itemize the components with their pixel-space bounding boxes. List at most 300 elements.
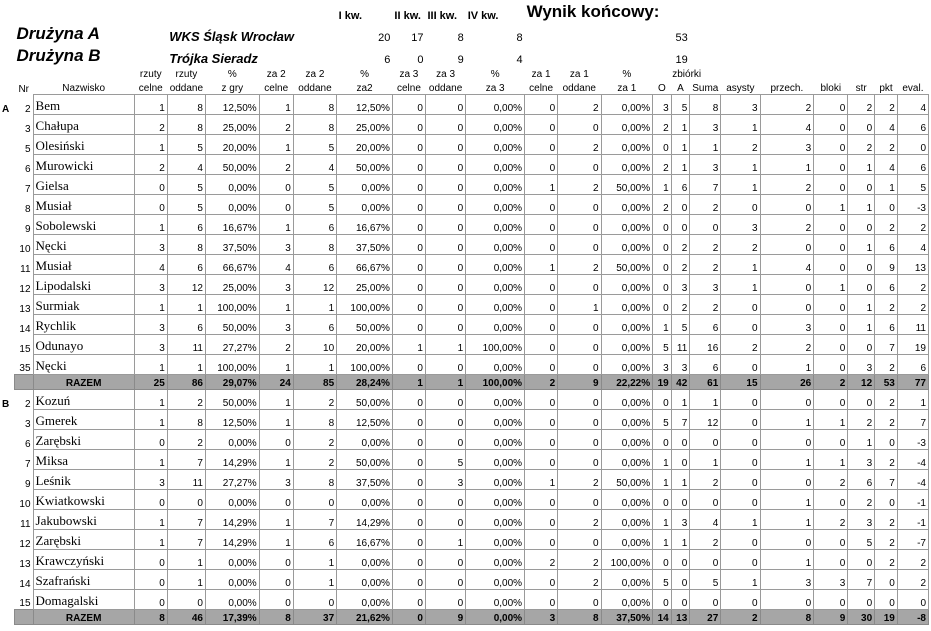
team-a-q3: 8 [457, 32, 464, 44]
table-cell: 0 [425, 295, 465, 315]
player-name: Gmerek [33, 410, 134, 430]
table-cell: 3 [425, 470, 465, 490]
table-cell: 2 [875, 550, 898, 570]
table-cell: 11 [671, 335, 690, 355]
team-a-q4: 8 [516, 32, 523, 44]
table-cell: 5 [167, 175, 205, 195]
table-cell: 0,00% [466, 490, 525, 510]
player-number: 7 [14, 450, 33, 470]
player-number: 2 [14, 390, 33, 410]
table-cell: 2 [690, 295, 721, 315]
table-cell: 1 [653, 175, 672, 195]
table-cell: 3 [134, 335, 167, 355]
player-name: Zarębski [33, 530, 134, 550]
table-cell: 12,50% [205, 95, 259, 115]
table-cell: 0 [690, 550, 721, 570]
table-cell: 0,00% [601, 275, 653, 295]
table-cell: 0 [134, 430, 167, 450]
table-cell: 1 [134, 135, 167, 155]
table-cell: 0 [558, 410, 601, 430]
section-label: A [2, 103, 10, 115]
table-cell: 2 [134, 115, 167, 135]
total-cell: 2 [525, 375, 558, 390]
table-cell: 6 [293, 255, 336, 275]
table-cell: 1 [848, 195, 875, 215]
table-cell: 1 [525, 470, 558, 490]
table-cell: 8 [167, 235, 205, 255]
col-header: z gry [221, 83, 244, 94]
table-cell: 0 [814, 295, 848, 315]
table-cell: 0,00% [205, 195, 259, 215]
table-cell: 6 [875, 275, 898, 295]
table-cell: 4 [875, 155, 898, 175]
total-cell: 25 [134, 375, 167, 390]
table-cell: 1 [721, 155, 760, 175]
table-cell: 13 [897, 255, 928, 275]
table-cell: 8 [293, 235, 336, 255]
total-spacer [14, 375, 33, 390]
table-cell: 25,00% [205, 275, 259, 295]
table-cell: 11 [167, 335, 205, 355]
table-cell: 0 [814, 255, 848, 275]
table-cell: 2 [848, 95, 875, 115]
table-cell: 0 [558, 235, 601, 255]
table-cell: 1 [134, 390, 167, 410]
table-cell: 0 [134, 490, 167, 510]
player-name: Murowicki [33, 155, 134, 175]
table-cell: 0 [814, 235, 848, 255]
player-name: Szafrański [33, 570, 134, 590]
table-cell: 2 [875, 355, 898, 375]
team-a-q2: 17 [411, 32, 424, 44]
table-cell: 0 [814, 315, 848, 335]
table-cell: 3 [134, 315, 167, 335]
table-cell: 1 [167, 295, 205, 315]
table-cell: 0,00% [601, 570, 653, 590]
table-cell: 6 [875, 315, 898, 335]
table-cell: 0 [671, 195, 690, 215]
table-cell: 0 [653, 550, 672, 570]
table-cell: 3 [814, 570, 848, 590]
table-cell: 8 [167, 410, 205, 430]
table-cell: 27,27% [205, 335, 259, 355]
table-cell: 2 [690, 235, 721, 255]
table-cell: 0,00% [205, 490, 259, 510]
table-cell: 0 [392, 550, 425, 570]
total-cell: 24 [259, 375, 293, 390]
col-header: % [360, 69, 369, 80]
table-cell: 0 [558, 115, 601, 135]
table-cell: 1 [760, 510, 814, 530]
table-cell: 1 [259, 530, 293, 550]
table-cell: 2 [897, 275, 928, 295]
team-b-label: Drużyna B [16, 46, 101, 65]
total-cell: 37,50% [601, 610, 653, 625]
table-row [0, 315, 929, 335]
total-cell: 86 [167, 375, 205, 390]
table-cell: 2 [690, 195, 721, 215]
table-cell: 0,00% [337, 590, 393, 610]
table-cell: 4 [259, 255, 293, 275]
table-row [0, 490, 929, 510]
table-cell: 66,67% [205, 255, 259, 275]
table-cell: 0 [814, 490, 848, 510]
total-cell: 1 [425, 375, 465, 390]
table-cell: 0 [721, 315, 760, 335]
table-cell: 1 [134, 295, 167, 315]
table-cell: 0 [671, 450, 690, 470]
col-header: Nazwisko [62, 83, 106, 94]
table-cell: 0 [721, 550, 760, 570]
player-number: 14 [14, 315, 33, 335]
table-cell: 0 [721, 590, 760, 610]
table-cell: 4 [690, 510, 721, 530]
team-b-q3: 9 [457, 54, 464, 66]
table-cell: 8 [690, 95, 721, 115]
table-cell: 1 [875, 175, 898, 195]
section-label [0, 375, 14, 390]
table-cell: 2 [897, 570, 928, 590]
table-cell: 0 [525, 115, 558, 135]
table-cell: 50,00% [205, 390, 259, 410]
total-cell: 85 [293, 375, 336, 390]
table-cell: 6 [671, 175, 690, 195]
player-number: 9 [14, 215, 33, 235]
player-number: 13 [14, 550, 33, 570]
table-cell: 0,00% [205, 550, 259, 570]
table-cell: 8 [293, 470, 336, 490]
table-cell: 2 [897, 295, 928, 315]
table-cell: 2 [897, 215, 928, 235]
table-cell: 0 [425, 275, 465, 295]
table-cell: 25,00% [337, 115, 393, 135]
table-cell: 4 [167, 155, 205, 175]
table-cell: 2 [848, 410, 875, 430]
table-cell: 14,29% [205, 530, 259, 550]
table-cell: 0 [525, 215, 558, 235]
table-cell: 0 [425, 315, 465, 335]
table-cell: 12,50% [205, 410, 259, 430]
table-cell: 0,00% [466, 195, 525, 215]
table-cell: 2 [167, 430, 205, 450]
player-name: Chałupa [33, 115, 134, 135]
table-cell: 1 [814, 450, 848, 470]
total-cell: 12 [848, 375, 875, 390]
table-cell: 0 [653, 590, 672, 610]
player-name: Surmiak [33, 295, 134, 315]
table-cell: 0 [558, 430, 601, 450]
section-label [0, 470, 14, 490]
table-cell: 0 [525, 570, 558, 590]
table-cell: 3 [848, 355, 875, 375]
table-cell: 0 [653, 275, 672, 295]
table-cell: 1 [760, 355, 814, 375]
player-name: Gielsa [33, 175, 134, 195]
table-cell: 0 [167, 490, 205, 510]
table-cell: 1 [653, 315, 672, 335]
table-cell: 0,00% [601, 335, 653, 355]
table-cell: 16 [690, 335, 721, 355]
table-cell: 12 [293, 275, 336, 295]
table-cell: 8 [167, 95, 205, 115]
table-cell: 0 [848, 275, 875, 295]
player-number: 15 [14, 590, 33, 610]
table-cell: 0,00% [466, 550, 525, 570]
col-header: za 1 [569, 69, 589, 80]
table-cell: 0,00% [601, 195, 653, 215]
player-name: Odunayo [33, 335, 134, 355]
total-cell: 29,07% [205, 375, 259, 390]
table-cell: 0 [392, 215, 425, 235]
col-header: % [227, 69, 237, 80]
table-cell: 0 [653, 430, 672, 450]
table-cell: 6 [167, 215, 205, 235]
table-cell: 1 [259, 95, 293, 115]
table-cell: 0 [897, 590, 928, 610]
table-cell: 0 [259, 550, 293, 570]
table-cell: 1 [690, 450, 721, 470]
table-cell: 0 [690, 490, 721, 510]
player-number: 5 [14, 135, 33, 155]
table-cell: 2 [558, 550, 601, 570]
total-cell: 1 [392, 375, 425, 390]
player-name: Jakubowski [33, 510, 134, 530]
player-number: 14 [14, 570, 33, 590]
table-cell: 0 [425, 550, 465, 570]
table-cell: 2 [875, 530, 898, 550]
total-cell: 15 [721, 375, 760, 390]
table-cell: 8 [293, 115, 336, 135]
table-cell: 4 [760, 255, 814, 275]
table-cell: 50,00% [601, 470, 653, 490]
table-cell: 9 [875, 255, 898, 275]
table-cell: 1 [814, 410, 848, 430]
table-cell: 0 [425, 235, 465, 255]
table-cell: 0,00% [466, 275, 525, 295]
total-cell: 19 [875, 610, 898, 625]
table-cell: 0 [653, 390, 672, 410]
table-cell: 2 [897, 550, 928, 570]
table-cell: 0 [392, 175, 425, 195]
table-cell: 0 [671, 490, 690, 510]
table-cell: 0,00% [601, 115, 653, 135]
table-cell: 2 [848, 490, 875, 510]
table-cell: 0 [721, 430, 760, 450]
table-cell: 2 [875, 390, 898, 410]
player-name: Lipodalski [33, 275, 134, 295]
table-cell: 0 [671, 590, 690, 610]
section-label [0, 235, 14, 255]
table-cell: 3 [690, 275, 721, 295]
table-cell: 0 [814, 215, 848, 235]
table-row [0, 175, 929, 195]
quarter-2-header: II kw. [394, 10, 421, 22]
table-cell: 1 [293, 295, 336, 315]
table-cell: 2 [558, 175, 601, 195]
player-number: 7 [14, 175, 33, 195]
table-cell: 27,27% [205, 470, 259, 490]
table-cell: 0 [134, 195, 167, 215]
table-cell: 50,00% [337, 155, 393, 175]
table-cell: 37,50% [205, 235, 259, 255]
table-cell: -4 [897, 450, 928, 470]
table-cell: 2 [293, 390, 336, 410]
total-cell: 8 [558, 610, 601, 625]
column-headers [0, 66, 929, 95]
table-cell: 2 [721, 335, 760, 355]
table-cell: 1 [653, 470, 672, 490]
col-header: Suma [692, 83, 719, 94]
total-label: RAZEM [33, 375, 134, 390]
table-cell: 0 [392, 115, 425, 135]
table-cell: 0 [259, 430, 293, 450]
table-cell: 1 [525, 175, 558, 195]
player-number: 2 [14, 95, 33, 115]
table-cell: 3 [653, 355, 672, 375]
table-cell: 0,00% [601, 510, 653, 530]
table-cell: 2 [690, 530, 721, 550]
table-cell: 5 [653, 410, 672, 430]
table-cell: 5 [293, 135, 336, 155]
table-cell: 3 [259, 275, 293, 295]
table-cell: 0,00% [601, 135, 653, 155]
table-cell: 0 [525, 235, 558, 255]
table-cell: 0 [760, 470, 814, 490]
table-cell: 25,00% [337, 275, 393, 295]
table-cell: 0,00% [466, 355, 525, 375]
player-number: 11 [14, 510, 33, 530]
table-cell: 1 [259, 355, 293, 375]
total-cell: 28,24% [337, 375, 393, 390]
table-cell: 2 [259, 155, 293, 175]
table-cell: 2 [760, 95, 814, 115]
table-cell: -4 [897, 470, 928, 490]
total-cell: 77 [897, 375, 928, 390]
table-cell: 0 [814, 155, 848, 175]
table-cell: 0 [259, 490, 293, 510]
table-cell: 2 [558, 95, 601, 115]
col-header: str [855, 83, 867, 94]
table-cell: 0,00% [601, 355, 653, 375]
section-label [0, 315, 14, 335]
table-cell: 1 [671, 135, 690, 155]
player-name: Zarębski [33, 430, 134, 450]
table-cell: 1 [760, 410, 814, 430]
col-header: za 2 [266, 69, 286, 80]
table-cell: 50,00% [601, 175, 653, 195]
table-cell: 1 [671, 530, 690, 550]
table-cell: 2 [875, 450, 898, 470]
table-cell: 1 [259, 390, 293, 410]
table-cell: 0 [392, 235, 425, 255]
table-cell: 5 [671, 95, 690, 115]
player-number: 9 [14, 470, 33, 490]
team-a-name: WKS Śląsk Wrocław [169, 29, 295, 44]
table-cell: 3 [671, 275, 690, 295]
player-name: Nęcki [33, 235, 134, 255]
table-cell: 2 [293, 430, 336, 450]
table-cell: 20,00% [205, 135, 259, 155]
table-cell: 14,29% [205, 510, 259, 530]
col-header: przech. [770, 83, 804, 94]
table-cell: 0,00% [466, 175, 525, 195]
player-number: 3 [14, 410, 33, 430]
team-b-q4: 4 [516, 54, 523, 66]
player-name: Musiał [33, 195, 134, 215]
col-header: rzuty [139, 69, 162, 80]
table-cell: 0 [425, 410, 465, 430]
table-cell: 1 [814, 195, 848, 215]
table-cell: 2 [653, 195, 672, 215]
table-cell: 12,50% [337, 410, 393, 430]
table-cell: 0 [259, 570, 293, 590]
table-cell: 0 [848, 335, 875, 355]
table-cell: 0 [525, 430, 558, 450]
table-cell: 5 [293, 195, 336, 215]
table-cell: 0 [525, 530, 558, 550]
table-cell: 2 [259, 335, 293, 355]
table-cell: 3 [671, 510, 690, 530]
total-cell: 9 [558, 375, 601, 390]
section-label [0, 295, 14, 315]
table-cell: 0 [525, 295, 558, 315]
total-cell: 8 [760, 610, 814, 625]
table-cell: 0 [293, 490, 336, 510]
table-cell: 8 [167, 115, 205, 135]
table-cell: -1 [897, 510, 928, 530]
total-cell: 8 [259, 610, 293, 625]
table-cell: 3 [690, 115, 721, 135]
player-number: 6 [14, 155, 33, 175]
table-cell: 1 [848, 430, 875, 450]
player-number: 10 [14, 235, 33, 255]
table-cell: -3 [897, 195, 928, 215]
table-cell: 0 [134, 590, 167, 610]
table-cell: 0,00% [466, 95, 525, 115]
table-cell: 0 [760, 430, 814, 450]
table-cell: 1 [690, 135, 721, 155]
table-cell: 0 [392, 195, 425, 215]
table-cell: 0 [814, 355, 848, 375]
table-cell: 50,00% [205, 155, 259, 175]
table-cell: 0,00% [466, 295, 525, 315]
table-cell: 0 [558, 195, 601, 215]
table-cell: 1 [671, 115, 690, 135]
table-cell: 0 [425, 95, 465, 115]
table-cell: 0 [558, 315, 601, 335]
table-cell: 1 [721, 510, 760, 530]
table-cell: 0 [425, 510, 465, 530]
table-cell: 20,00% [337, 135, 393, 155]
table-cell: 3 [690, 155, 721, 175]
table-cell: 0 [875, 490, 898, 510]
table-cell: 0,00% [601, 315, 653, 335]
table-cell: 0 [848, 215, 875, 235]
section-label [0, 175, 14, 195]
table-cell: 0 [392, 95, 425, 115]
table-cell: 0 [134, 175, 167, 195]
table-cell: 0 [134, 550, 167, 570]
table-cell: 1 [721, 275, 760, 295]
table-cell: 0 [721, 295, 760, 315]
table-row [0, 590, 929, 610]
table-cell: 0,00% [466, 450, 525, 470]
table-row [0, 255, 929, 275]
table-cell: 6 [690, 355, 721, 375]
section-label [0, 155, 14, 175]
table-cell: 2 [875, 215, 898, 235]
table-cell: 0,00% [337, 550, 393, 570]
